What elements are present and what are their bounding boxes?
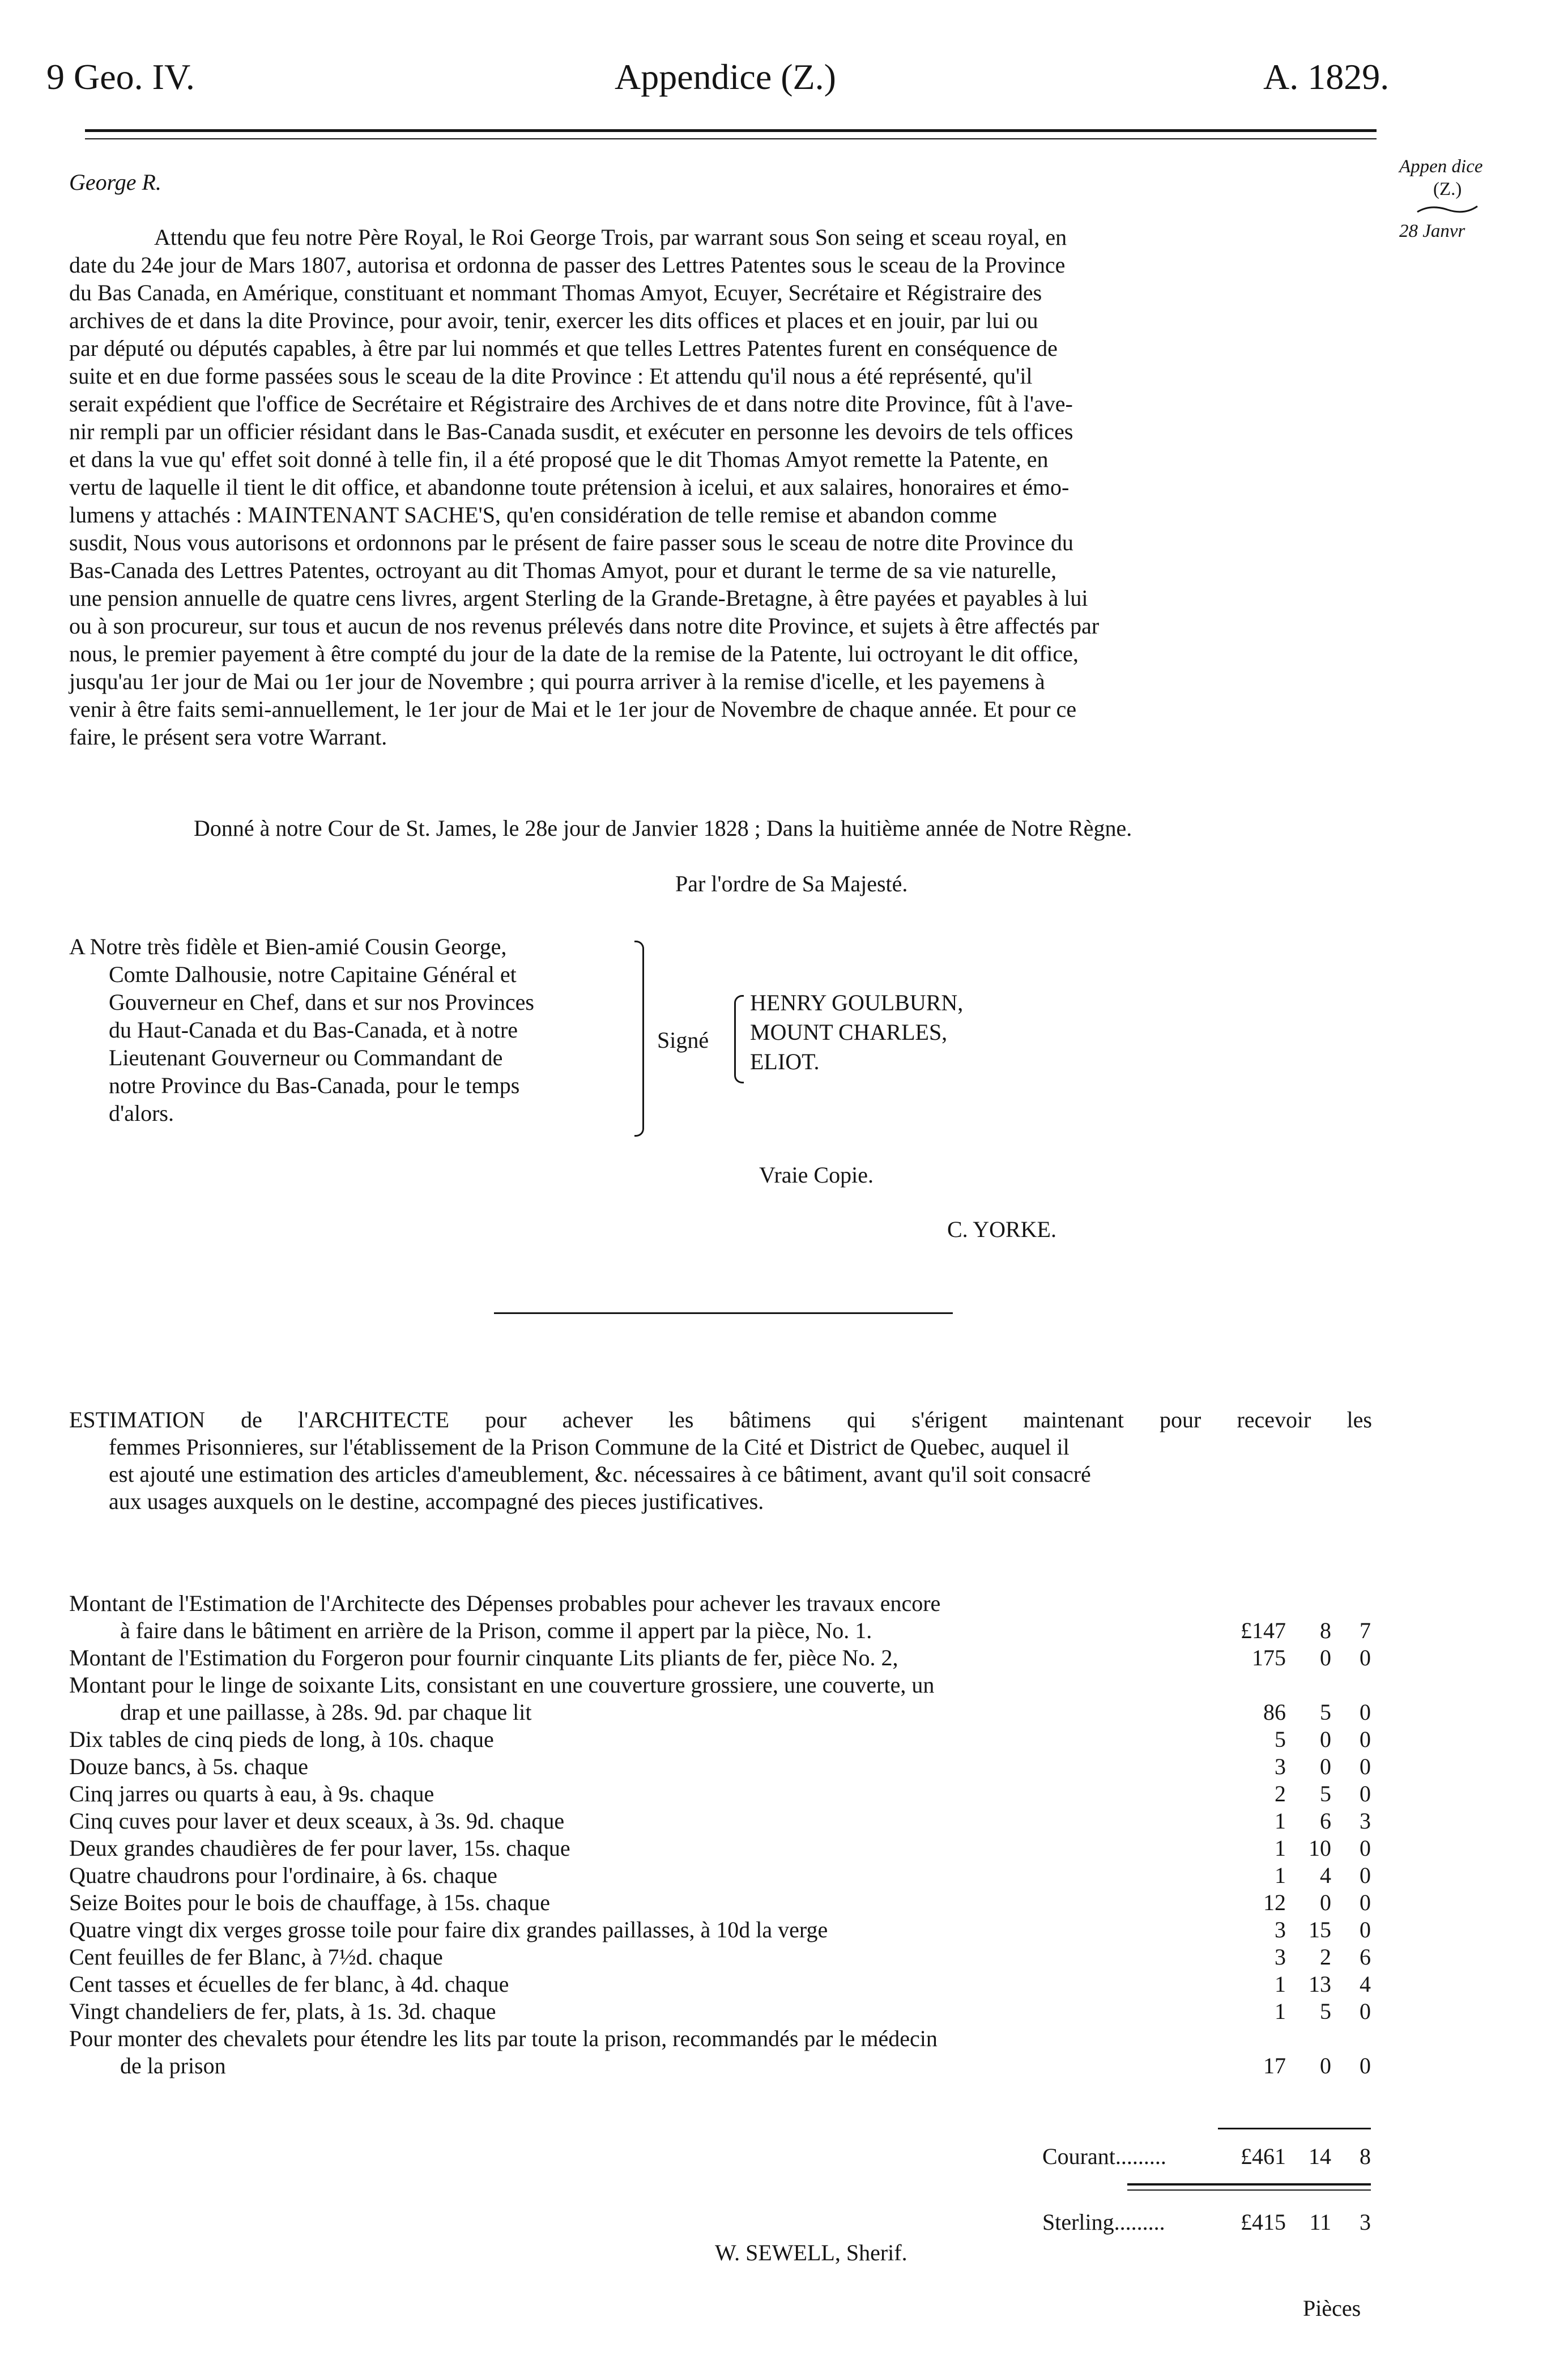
estimate-item-shillings: 0 [1320,1754,1331,1779]
warrant-given-at: Donné à notre Cour de St. James, le 28e jour de Janvier 1828 ; Dans la huitième année de Notre Règne. [194,815,1132,841]
header-right: A. 1829. [1263,57,1390,97]
estimate-row [69,1617,1383,1644]
estimate-item-shillings: 15 [1309,1917,1331,1942]
estimate-item-shillings: 0 [1320,1645,1331,1670]
estimate-item-shillings: 13 [1309,1971,1331,1997]
header-rule-thick [85,129,1377,132]
estimate-item-pounds: 17 [1263,2053,1286,2078]
estimate-item-shillings: 5 [1320,1699,1331,1725]
estimate-item-label: Cinq jarres ou quarts à eau, à 9s. chaque [69,1781,434,1806]
estimate-item-pence: 0 [1360,1645,1371,1670]
section-divider [494,1312,953,1314]
estimate-row [69,1835,1383,1862]
signatories [750,988,963,1077]
estimate-item-pence: 4 [1360,1971,1371,1997]
sheriff-signature: W. SEWELL, Sherif. [715,2240,907,2265]
estimate-item-pence: 0 [1360,1890,1371,1915]
catchword: Pièces [1303,2295,1361,2321]
margin-note-flourish [1416,204,1478,214]
warrant-by-order: Par l'ordre de Sa Majesté. [675,871,908,896]
estimate-row [69,1998,1383,2025]
estimate-item-label: Montant de l'Estimation de l'Architecte des Dépenses probables pour achever les travaux encore [69,1591,941,1616]
estimate-item-shillings: 6 [1320,1808,1331,1834]
header-rule-thin [85,138,1377,139]
estimate-row [69,1780,1383,1808]
warrant-line: venir à être faits semi-annuellement, le 1er jour de Mai et le 1er jour de Novembre de chaque année. Et pour ce [69,696,1077,722]
total-current-pence: 8 [1360,2144,1371,2169]
total-rule-2 [1127,2183,1371,2186]
estimate-heading [69,1406,1372,1515]
estimate-item-label: Vingt chandeliers de fer, plats, à 1s. 3d. chaque [69,1999,496,2024]
addressee-line: Comte Dalhousie, notre Capitaine Général et [109,962,517,987]
total-current-shillings: 14 [1309,2144,1331,2169]
estimate-item-shillings: 10 [1309,1835,1331,1861]
warrant-body [69,223,1372,751]
addressee-line: Gouverneur en Chef, dans et sur nos Provinces [109,989,534,1015]
warrant-line: vertu de laquelle il tient le dit office, et abandonne toute prétension à icelui, et aux salaires, honoraires et émo- [69,474,1070,500]
estimate-item-pounds: 3 [1275,1754,1286,1779]
total-current-label: Courant......... [1042,2144,1166,2169]
estimate-item-pence: 0 [1360,1754,1371,1779]
warrant-line: suite et en due forme passées sous le sceau de la dite Province : Et attendu qu'il nous a été représenté, qu'il [69,363,1033,389]
estimate-item-pence: 0 [1360,1999,1371,2024]
warrant-line: Bas-Canada des Lettres Patentes, octroyant au dit Thomas Amyot, pour et durant le terme de sa vie naturelle, [69,558,1057,583]
estimate-item-label: Dix tables de cinq pieds de long, à 10s. chaque [69,1727,494,1752]
warrant-line: par député ou députés capables, à être par lui nommés et que telles Lettres Patentes furent en conséquence de [69,335,1058,361]
estimate-item-pounds: 86 [1263,1699,1286,1725]
addressee-line: notre Province du Bas-Canada, pour le temps [109,1073,520,1098]
estimate-item-label: à faire dans le bâtiment en arrière de la Prison, comme il appert par la pièce, No. 1. [120,1618,872,1643]
estimate-item-label: Montant pour le linge de soixante Lits, consistant en une couverture grossiere, une couverte, un [69,1672,935,1698]
estimate-row [69,1862,1383,1889]
estimate-item-shillings: 8 [1320,1618,1331,1643]
copy-signer: C. YORKE. [947,1217,1056,1242]
estimate-item-pounds: 3 [1275,1944,1286,1970]
estimate-item-shillings: 5 [1320,1781,1331,1806]
estimate-row [69,1590,1383,1617]
margin-note-date: 28 Janvr [1399,221,1465,241]
estimate-item-pence: 0 [1360,1835,1371,1861]
estimate-item-pounds: 1 [1275,1835,1286,1861]
estimate-item-pence: 6 [1360,1944,1371,1970]
estimate-item-pence: 0 [1360,1699,1371,1725]
estimate-item-shillings: 0 [1320,1727,1331,1752]
total-sterling-shillings: 11 [1309,2209,1331,2235]
warrant-line: du Bas Canada, en Amérique, constituant et nommant Thomas Amyot, Ecuyer, Secrétaire et Régistraire des [69,280,1042,305]
estimate-heading-line: aux usages auxquels on le destine, accompagné des pieces justificatives. [109,1489,764,1514]
estimate-row [69,2052,1383,2080]
estimate-item-pounds: 12 [1263,1890,1286,1915]
total-rule-3 [1127,2189,1371,2191]
header-center: Appendice (Z.) [615,57,836,97]
total-sterling-pence: 3 [1360,2209,1371,2235]
signatory-name: HENRY GOULBURN, [750,990,964,1015]
estimate-item-pounds: 1 [1275,1808,1286,1834]
warrant-line: jusqu'au 1er jour de Mai ou 1er jour de Novembre ; qui pourra arriver à la remise d'icelle, et les payemens à [69,669,1045,694]
estimate-item-pence: 7 [1360,1618,1371,1643]
estimate-item-label: Quatre vingt dix verges grosse toile pour faire dix grandes paillasses, à 10d la verge [69,1917,828,1942]
warrant-line: susdit, Nous vous autorisons et ordonnons par le présent de faire passer sous le sceau de notre dite Province du [69,530,1073,555]
addressee-line: A Notre très fidèle et Bien-amié Cousin George, [69,934,507,959]
estimate-item-pounds: 2 [1275,1781,1286,1806]
estimate-item-pence: 0 [1360,1917,1371,1942]
true-copy-label: Vraie Copie. [759,1162,874,1188]
estimate-item-label: drap et une paillasse, à 28s. 9d. par chaque lit [120,1699,532,1725]
estimate-row [69,1944,1383,1971]
warrant-salutation: George R. [69,169,161,195]
estimate-heading-line: est ajouté une estimation des articles d'ameublement, &c. nécessaires à ce bâtiment, avant qu'il soit consacré [109,1461,1091,1487]
estimate-item-label: Quatre chaudrons pour l'ordinaire, à 6s. chaque [69,1863,497,1888]
warrant-line: nir rempli par un officier résidant dans le Bas-Canada susdit, et exécuter en personne les devoirs de tels offices [69,419,1073,444]
estimate-item-label: Cent tasses et écuelles de fer blanc, à 4d. chaque [69,1971,509,1997]
estimate-item-label: Cent feuilles de fer Blanc, à 7½d. chaque [69,1944,443,1970]
estimate-item-label: Douze bancs, à 5s. chaque [69,1754,309,1779]
estimate-item-pence: 0 [1360,1727,1371,1752]
estimate-item-label: Pour monter des chevalets pour étendre les lits par toute la prison, recommandés par le médecin [69,2026,938,2051]
estimate-heading-line: femmes Prisonnieres, sur l'établissement de la Prison Commune de la Cité et District de Quebec, auquel il [109,1434,1070,1460]
estimate-item-shillings: 5 [1320,1999,1331,2024]
estimate-item-pounds: 1 [1275,1999,1286,2024]
warrant-line: serait expédient que l'office de Secrétaire et Régistraire des Archives de et dans notre dite Province, fût à l'ave- [69,391,1073,416]
signed-label: Signé [657,1027,709,1053]
estimate-row [69,1889,1383,1916]
total-sterling-label: Sterling......... [1042,2209,1165,2235]
estimate-heading-line: ESTIMATION de l'ARCHITECTE pour achever les bâtimens qui s'érigent maintenant pour recevoir les [69,1407,1372,1432]
total-sterling-pounds: £415 [1241,2209,1286,2235]
estimate-item-label: Montant de l'Estimation du Forgeron pour fournir cinquante Lits pliants de fer, pièce No. 2, [69,1645,898,1670]
estimate-item-pounds: 5 [1275,1727,1286,1752]
estimate-row [69,1808,1383,1835]
estimate-row [69,1971,1383,1998]
estimate-row [69,2025,1383,2052]
estimate-item-pounds: 175 [1252,1645,1286,1670]
estimate-row [69,1916,1383,1944]
estimate-item-label: Seize Boites pour le bois de chauffage, à 15s. chaque [69,1890,550,1915]
estimate-row [69,1753,1383,1780]
margin-note-appendix: Appen dice [1399,156,1483,177]
estimate-item-pounds: 3 [1275,1917,1286,1942]
warrant-line: date du 24e jour de Mars 1807, autorisa et ordonna de passer des Lettres Patentes sous le sceau de la Province [69,252,1066,278]
estimate-row [69,1672,1383,1699]
signatory-name: MOUNT CHARLES, [750,1019,948,1045]
estimate-item-shillings: 4 [1320,1863,1331,1888]
warrant-addressee [69,933,658,1127]
estimate-row [69,1726,1383,1753]
addressee-line: du Haut-Canada et du Bas-Canada, et à notre [109,1017,518,1043]
estimate-item-pence: 0 [1360,1781,1371,1806]
estimate-item-pence: 0 [1360,2053,1371,2078]
estimate-item-shillings: 2 [1320,1944,1331,1970]
header-left: 9 Geo. IV. [46,57,195,97]
addressee-brace [634,941,644,1137]
estimate-item-pounds: 1 [1275,1863,1286,1888]
estimate-item-label: Deux grandes chaudières de fer pour laver, 15s. chaque [69,1835,570,1861]
estimate-row [69,1644,1383,1672]
warrant-line: ou à son procureur, sur tous et aucun de nos revenus prélevés dans notre dite Province, et sujets à être affectés par [69,613,1100,639]
warrant-line: et dans la vue qu' effet soit donné à telle fin, il a été proposé que le dit Thomas Amyot remette la Patente, en [69,447,1049,472]
warrant-line: Attendu que feu notre Père Royal, le Roi George Trois, par warrant sous Son seing et sceau royal, en [154,224,1067,250]
warrant-line: archives de et dans la dite Province, pour avoir, tenir, exercer les dits offices et places et en jouir, par lui ou [69,308,1038,333]
total-current-pounds: £461 [1241,2144,1286,2169]
estimate-item-label: Cinq cuves pour laver et deux sceaux, à 3s. 9d. chaque [69,1808,565,1834]
warrant-line: lumens y attachés : MAINTENANT SACHE'S, qu'en considération de telle remise et abandon comme [69,502,997,528]
estimate-item-shillings: 0 [1320,1890,1331,1915]
warrant-line: une pension annuelle de quatre cens livres, argent Sterling de la Grande-Bretagne, à être payées et payables à lui [69,585,1088,611]
warrant-line: faire, le présent sera votre Warrant. [69,724,387,750]
estimate-item-pence: 0 [1360,1863,1371,1888]
estimate-item-label: de la prison [120,2053,226,2078]
estimate-item-pounds: £147 [1241,1618,1286,1643]
estimate-row [69,1699,1383,1726]
total-rule-1 [1218,2128,1371,2129]
addressee-line: d'alors. [109,1100,174,1126]
addressee-line: Lieutenant Gouverneur ou Commandant de [109,1045,503,1070]
estimate-item-pounds: 1 [1275,1971,1286,1997]
estimate-item-shillings: 0 [1320,2053,1331,2078]
warrant-line: nous, le premier payement à être compté du jour de la date de la remise de la Patente, lui octroyant le dit office, [69,641,1079,666]
estimate-item-pence: 3 [1360,1808,1371,1834]
signatory-name: ELIOT. [750,1049,820,1074]
margin-note-z: (Z.) [1433,179,1462,199]
signatories-brace [734,995,744,1083]
